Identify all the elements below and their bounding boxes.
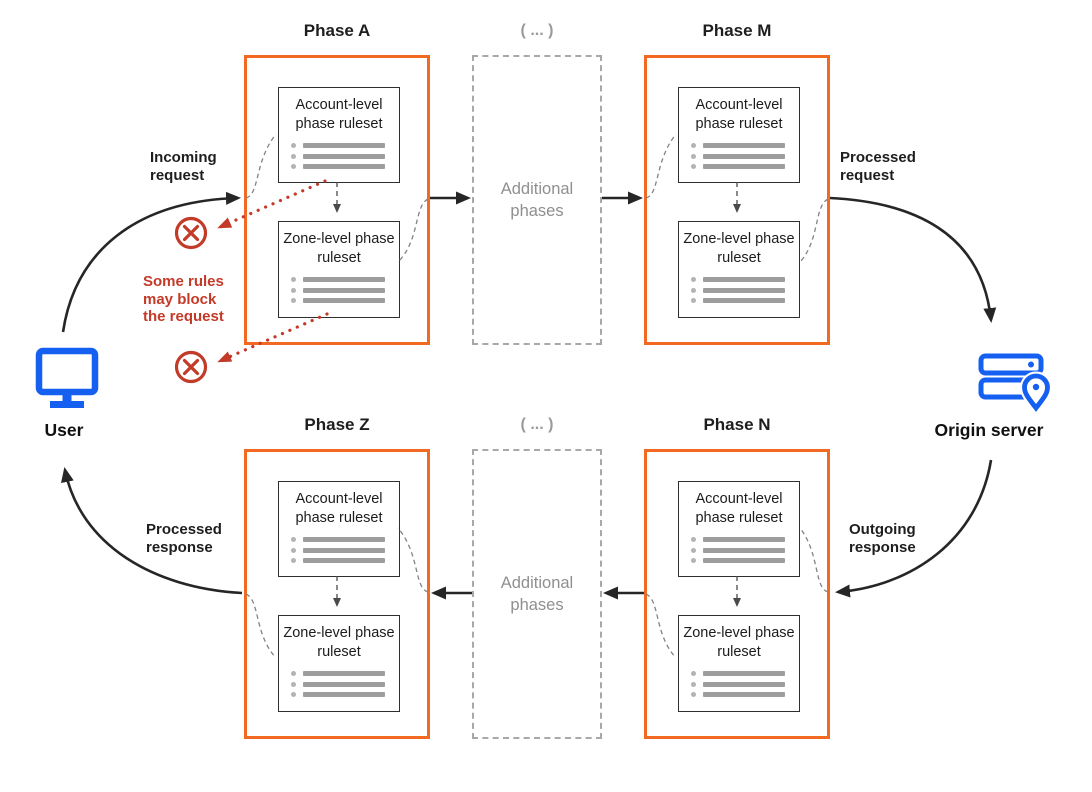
zone-ruleset-card xyxy=(278,615,400,712)
rule-line xyxy=(303,671,385,676)
rule-bullet xyxy=(291,548,296,553)
rule-line xyxy=(303,548,385,553)
ruleset-rules-list xyxy=(691,671,799,697)
block-note-label: Some rules may block the request xyxy=(143,273,224,325)
rule-bullet xyxy=(691,682,696,687)
rule-line xyxy=(303,692,385,697)
rule-row xyxy=(691,288,799,293)
rule-bullet xyxy=(291,154,296,159)
rule-row xyxy=(291,298,399,303)
card-title: Zone-level phase ruleset xyxy=(283,231,395,266)
card-title: Zone-level phase ruleset xyxy=(683,625,795,660)
rule-line xyxy=(703,548,785,553)
account-ruleset-card xyxy=(278,481,400,577)
rule-line xyxy=(303,298,385,303)
rule-line xyxy=(303,537,385,542)
rule-row xyxy=(691,671,799,676)
ruleset-rules-list xyxy=(291,537,399,563)
rule-line xyxy=(703,298,785,303)
rule-row xyxy=(691,537,799,542)
rule-line xyxy=(303,164,385,169)
rule-row xyxy=(691,164,799,169)
rule-bullet xyxy=(691,154,696,159)
rule-line xyxy=(303,558,385,563)
incoming-request-label: Incoming request xyxy=(150,149,217,184)
outgoing-response-label: Outgoing response xyxy=(849,521,916,556)
rule-line xyxy=(703,154,785,159)
rule-bullet xyxy=(691,288,696,293)
phase-n-title: Phase N xyxy=(703,415,771,434)
rule-row xyxy=(691,682,799,687)
ruleset-rules-list xyxy=(291,143,399,169)
rule-bullet xyxy=(691,692,696,697)
zone-ruleset-card xyxy=(678,221,800,318)
rule-row xyxy=(291,288,399,293)
rule-row xyxy=(291,671,399,676)
rule-bullet xyxy=(691,277,696,282)
rule-line xyxy=(303,154,385,159)
phase-m-to-origin-arrow xyxy=(830,198,991,320)
user-label: User xyxy=(44,420,84,440)
card-title: Account-level phase ruleset xyxy=(295,97,383,132)
rule-line xyxy=(703,143,785,148)
ruleset-rules-list xyxy=(691,537,799,563)
additional-phases-label: Additional phases xyxy=(500,180,574,220)
rule-bullet xyxy=(291,143,296,148)
rule-row xyxy=(291,537,399,542)
phase-m-title: Phase M xyxy=(702,21,772,40)
circle-x-icon xyxy=(177,219,206,248)
ruleset-rules-list xyxy=(291,277,399,303)
rule-bullet xyxy=(291,277,296,282)
rule-line xyxy=(703,277,785,282)
rule-line xyxy=(303,277,385,282)
rule-line xyxy=(703,692,785,697)
card-title: Account-level phase ruleset xyxy=(695,97,783,132)
server-location-icon xyxy=(981,356,1048,408)
ellipsis-bottom: ( ... ) xyxy=(520,416,554,433)
zone-ruleset-card xyxy=(278,221,400,318)
rule-row xyxy=(291,143,399,148)
rule-row xyxy=(691,143,799,148)
rule-bullet xyxy=(291,558,296,563)
rule-row xyxy=(691,277,799,282)
ruleset-rules-list xyxy=(291,671,399,697)
rule-bullet xyxy=(291,288,296,293)
additional-phases-label: Additional phases xyxy=(500,574,574,614)
rule-bullet xyxy=(691,164,696,169)
rule-bullet xyxy=(691,143,696,148)
rule-row xyxy=(291,277,399,282)
card-title: Account-level phase ruleset xyxy=(695,491,783,526)
rule-line xyxy=(703,537,785,542)
phase-a-title: Phase A xyxy=(303,21,371,40)
card-title: Zone-level phase ruleset xyxy=(283,625,395,660)
rule-bullet xyxy=(291,298,296,303)
rule-row xyxy=(291,548,399,553)
rule-row xyxy=(291,692,399,697)
rule-line xyxy=(303,143,385,148)
rule-bullet xyxy=(691,558,696,563)
rule-bullet xyxy=(691,298,696,303)
rule-row xyxy=(291,164,399,169)
rule-row xyxy=(291,558,399,563)
rule-bullet xyxy=(291,537,296,542)
processed-request-label: Processed request xyxy=(840,149,916,184)
account-ruleset-card xyxy=(278,87,400,183)
card-title: Account-level phase ruleset xyxy=(295,491,383,526)
phase-n-box xyxy=(644,449,830,739)
rule-row xyxy=(691,298,799,303)
rule-bullet xyxy=(291,692,296,697)
rule-line xyxy=(703,671,785,676)
rule-bullet xyxy=(291,682,296,687)
rule-row xyxy=(691,154,799,159)
phase-m-box xyxy=(644,55,830,345)
ellipsis-top: ( ... ) xyxy=(520,22,554,39)
rule-row xyxy=(291,682,399,687)
zone-ruleset-card xyxy=(678,615,800,712)
rule-row xyxy=(691,692,799,697)
phase-z-box xyxy=(244,449,430,739)
ruleset-rules-list xyxy=(691,277,799,303)
rule-line xyxy=(703,558,785,563)
rule-row xyxy=(291,154,399,159)
additional-phases-box-top xyxy=(472,55,602,345)
rule-line xyxy=(703,288,785,293)
phase-a-box xyxy=(244,55,430,345)
rule-line xyxy=(703,164,785,169)
circle-x-icon xyxy=(177,353,206,382)
phase-z-title: Phase Z xyxy=(304,415,370,434)
rule-line xyxy=(303,288,385,293)
card-title: Zone-level phase ruleset xyxy=(683,231,795,266)
rule-bullet xyxy=(291,164,296,169)
rule-row xyxy=(691,558,799,563)
rule-line xyxy=(703,682,785,687)
processed-response-label: Processed response xyxy=(146,521,222,556)
origin-server-label: Origin server xyxy=(934,420,1044,440)
ruleset-rules-list xyxy=(691,143,799,169)
account-ruleset-card xyxy=(678,481,800,577)
rule-row xyxy=(691,548,799,553)
additional-phases-box-bottom xyxy=(472,449,602,739)
account-ruleset-card xyxy=(678,87,800,183)
rule-line xyxy=(303,682,385,687)
rule-bullet xyxy=(691,671,696,676)
monitor-icon xyxy=(39,351,95,405)
rule-bullet xyxy=(691,548,696,553)
rule-bullet xyxy=(691,537,696,542)
rule-bullet xyxy=(291,671,296,676)
